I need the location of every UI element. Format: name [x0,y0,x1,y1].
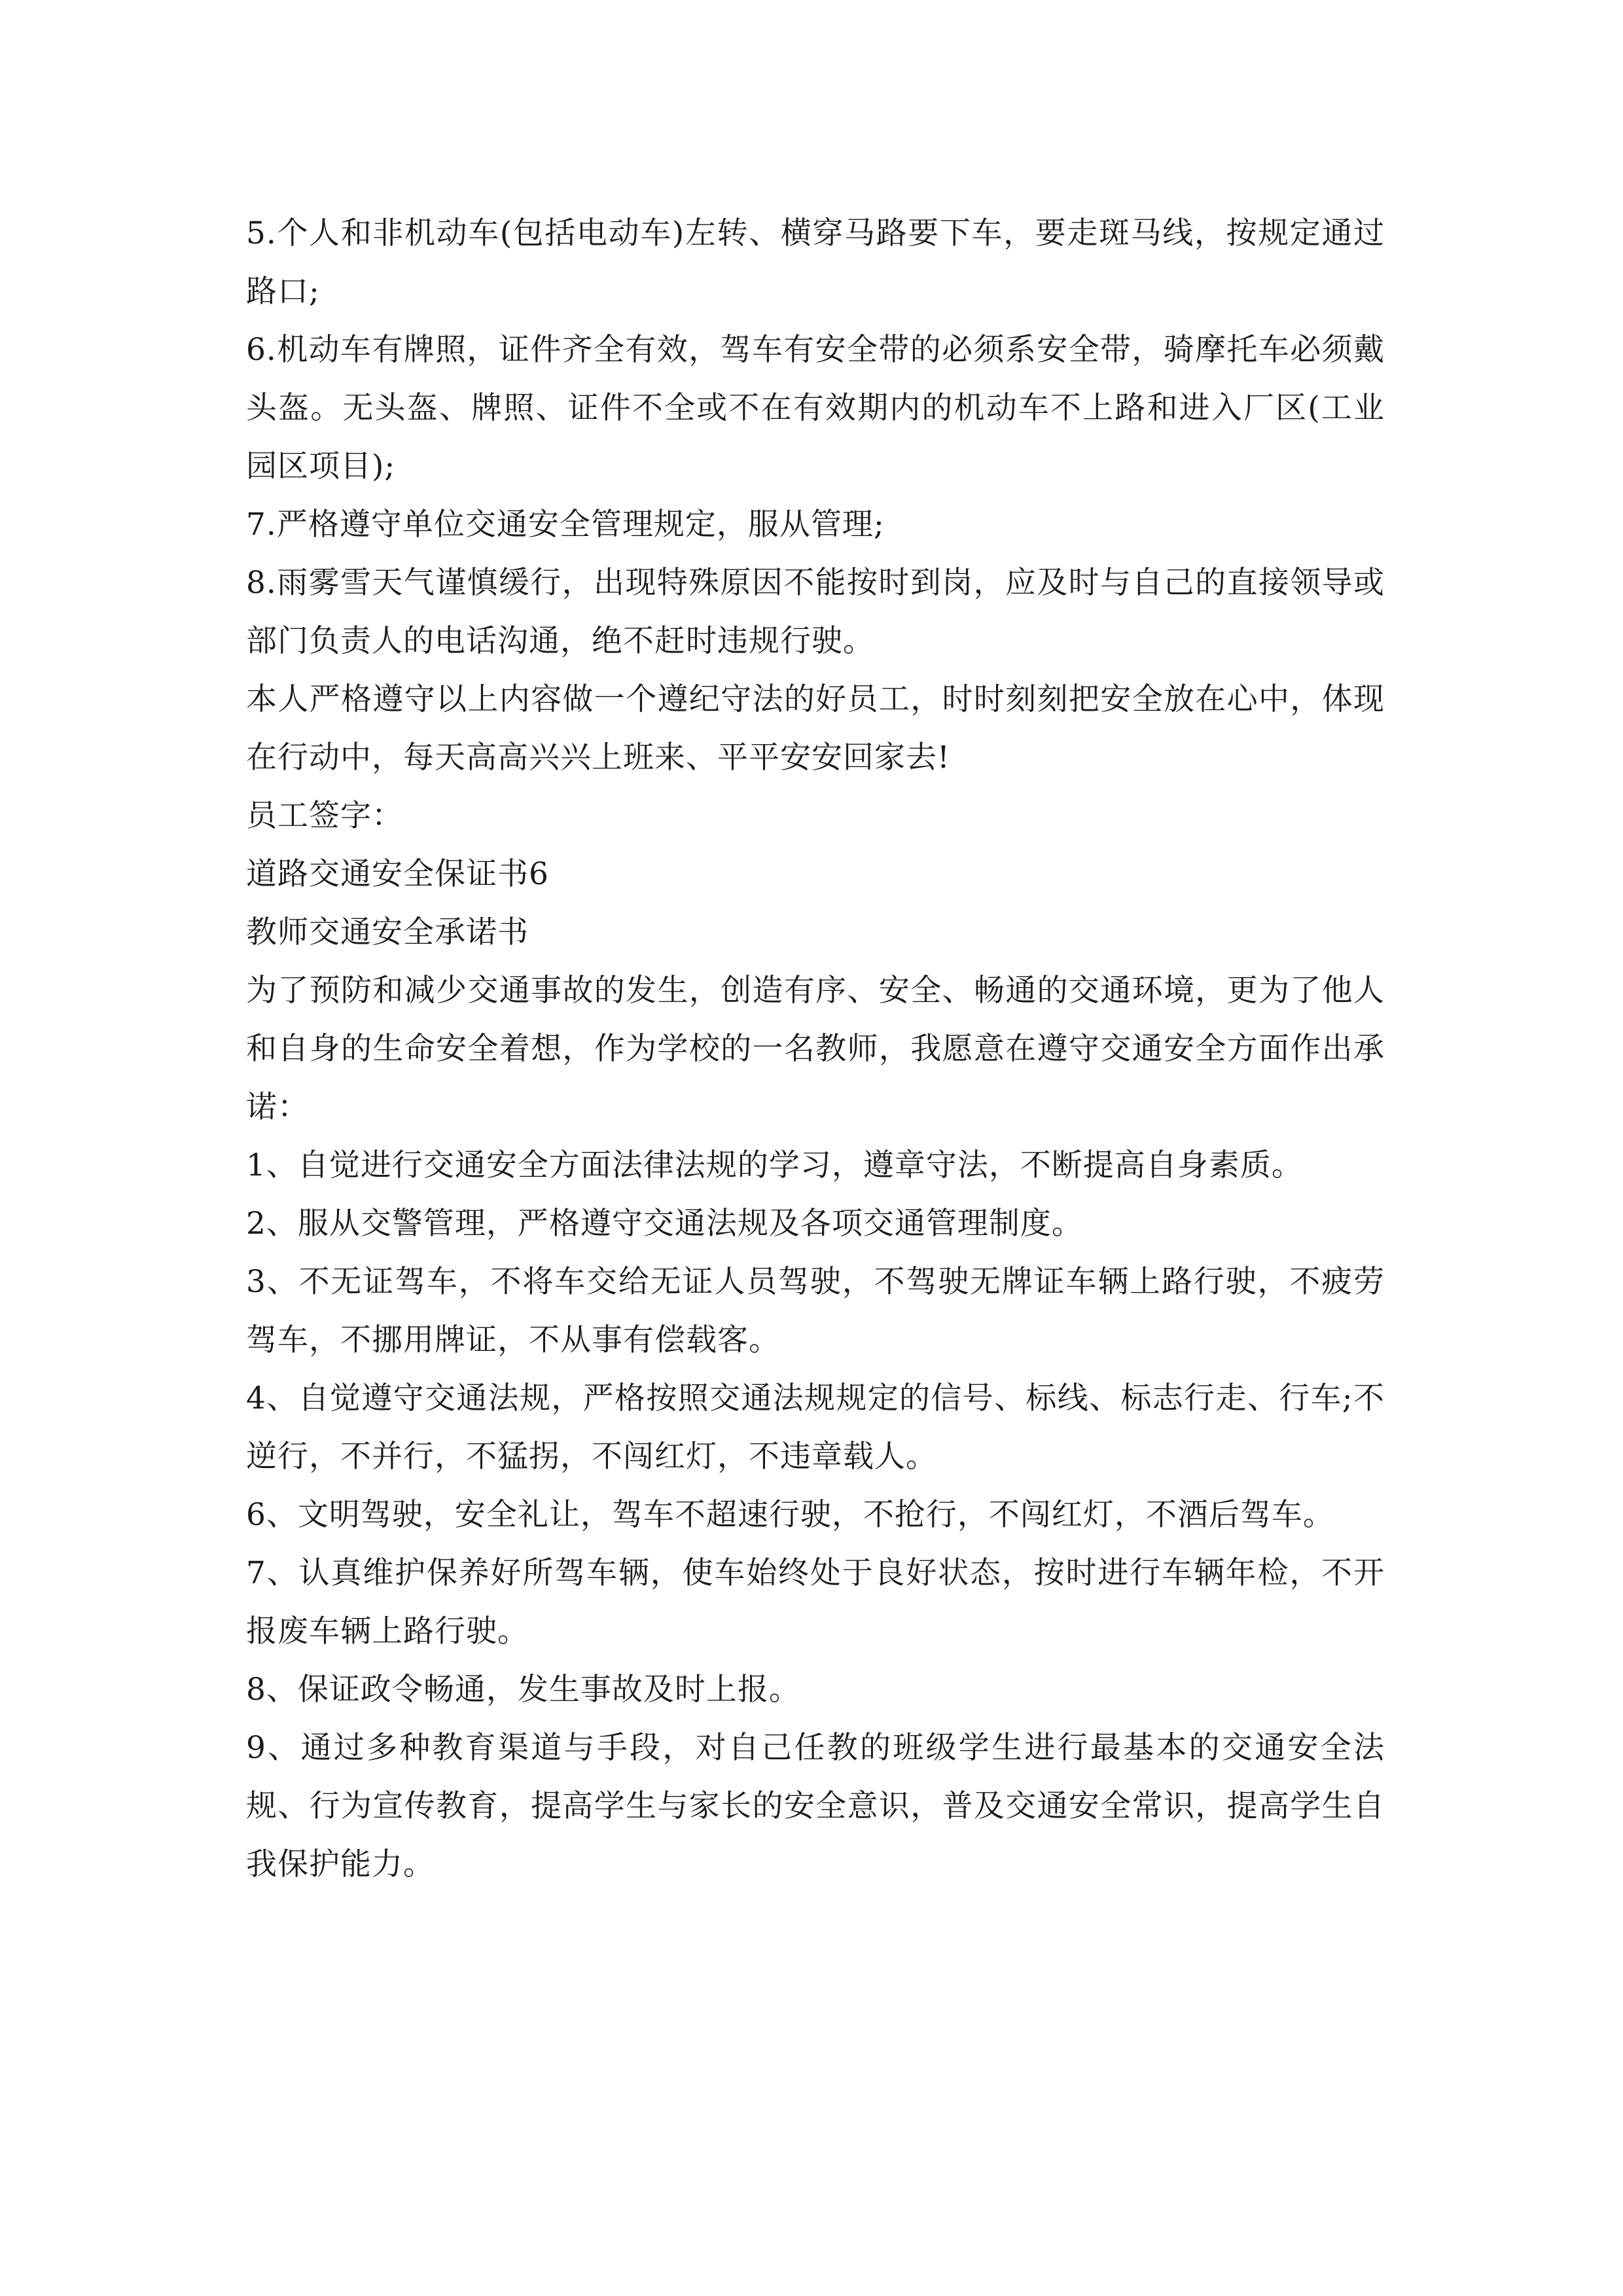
paragraph-item-6: 6.机动车有牌照，证件齐全有效，驾车有安全带的必须系安全带，骑摩托车必须戴头盔。无头盔、牌照、证件不全或不在有效期内的机动车不上路和进入厂区(工业园区项目); [246,332,1385,484]
section-title: 道路交通安全保证书6 [246,856,549,892]
pledge-statement: 本人严格遵守以上内容做一个遵纪守法的好员工，时时刻刻把安全放在心中，体现在行动中，每天高高兴兴上班来、平平安安回家去! [246,681,1385,776]
commitment-item-1: 1、自觉进行交通安全方面法律法规的学习，遵章守法，不断提高自身素质。 [246,1147,1303,1183]
intro-paragraph: 为了预防和减少交通事故的发生，创造有序、安全、畅通的交通环境，更为了他人和自身的生命安全着想，作为学校的一名教师，我愿意在遵守交通安全方面作出承诺： [246,973,1385,1125]
commitment-item-8: 8、保证政令畅通，发生事故及时上报。 [246,1672,800,1708]
commitment-item-2: 2、服从交警管理，严格遵守交通法规及各项交通管理制度。 [246,1206,1083,1242]
employee-signature-label: 员工签字： [246,798,403,834]
paragraph-item-8: 8.雨雾雪天气谨慎缓行，出现特殊原因不能按时到岗，应及时与自己的直接领导或部门负责人的电话沟通，绝不赶时违规行驶。 [246,565,1385,659]
paragraph-item-7: 7.严格遵守单位交通安全管理规定，服从管理; [246,507,885,543]
commitment-item-4: 4、自觉遵守交通法规，严格按照交通法规规定的信号、标线、标志行走、行车;不逆行，不并行，不猛拐，不闯红灯，不违章载人。 [246,1380,1385,1475]
document-subtitle: 教师交通安全承诺书 [246,914,529,950]
commitment-item-6: 6、文明驾驶，安全礼让，驾车不超速行驶，不抢行，不闯红灯，不酒后驾车。 [246,1497,1334,1533]
commitment-item-3: 3、不无证驾车，不将车交给无证人员驾驶，不驾驶无牌证车辆上路行驶，不疲劳驾车，不挪用牌证，不从事有偿载客。 [246,1264,1385,1358]
commitment-item-7: 7、认真维护保养好所驾车辆，使车始终处于良好状态，按时进行车辆年检，不开报废车辆上路行驶。 [246,1555,1385,1649]
commitment-item-9: 9、通过多种教育渠道与手段，对自己任教的班级学生进行最基本的交通安全法规、行为宣传教育，提高学生与家长的安全意识，普及交通安全常识，提高学生自我保护能力。 [246,1730,1385,1882]
paragraph-item-5: 5.个人和非机动车(包括电动车)左转、横穿马路要下车，要走斑马线，按规定通过路口; [246,215,1385,310]
document-body [246,204,1385,1893]
